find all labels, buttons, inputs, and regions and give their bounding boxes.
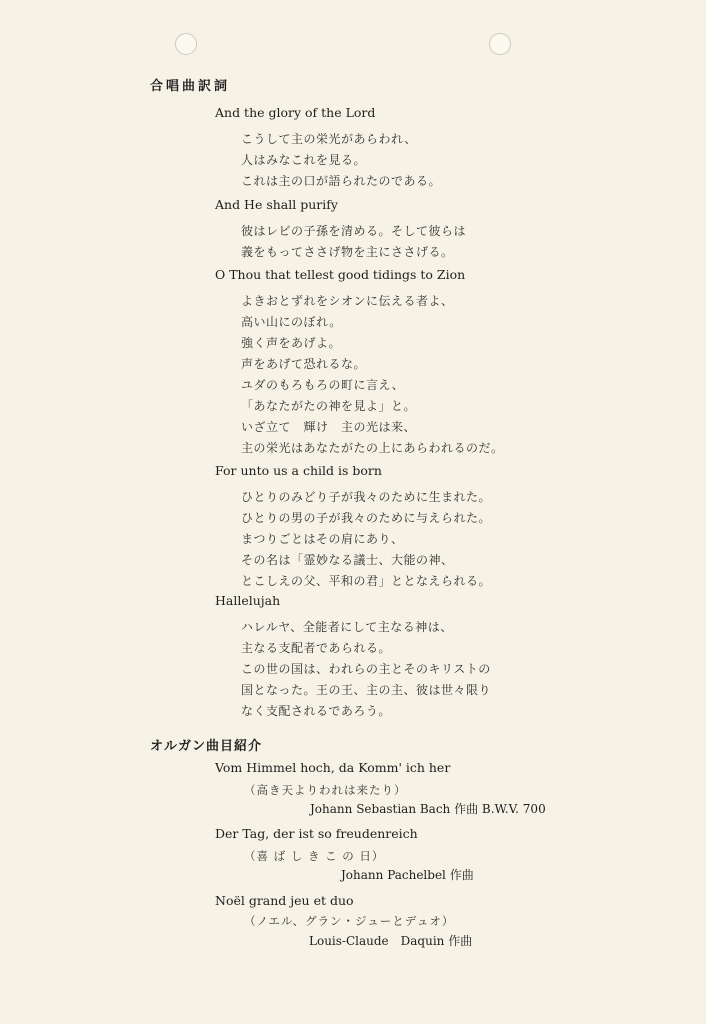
- lyric-line: これは主の口が語られたのである。: [241, 174, 442, 188]
- lyric-line: 「あなたがたの神を見よ」と。: [241, 399, 417, 413]
- organ-piece-composer: Johann Pachelbel 作曲: [341, 868, 474, 882]
- lyric-line: いざ立て 輝け 主の光は来、: [241, 420, 417, 434]
- song-title: For unto us a child is born: [215, 463, 382, 478]
- lyric-line: 人はみなこれを見る。: [241, 153, 367, 167]
- song-title: Hallelujah: [215, 593, 281, 608]
- punch-hole-left: [175, 33, 197, 55]
- organ-piece-subtitle: （高き天よりわれは来たり）: [244, 783, 407, 797]
- lyric-line: ひとりのみどり子が我々のために生まれた。: [241, 490, 492, 504]
- organ-piece-composer: Louis-Claude Daquin 作曲: [309, 934, 473, 948]
- lyric-line: 声をあげて恐れるな。: [241, 357, 367, 371]
- song-title: And He shall purify: [215, 197, 338, 212]
- organ-piece-title: Noël grand jeu et duo: [215, 893, 354, 908]
- lyric-line: 高い山にのぼれ。: [241, 315, 342, 329]
- lyric-line: とこしえの父、平和の君」ととなえられる。: [241, 574, 492, 588]
- organ-piece-composer: Johann Sebastian Bach 作曲 B.W.V. 700: [310, 802, 546, 816]
- lyric-line: 彼はレビの子孫を清める。そして彼らは: [241, 224, 467, 238]
- lyric-line: ハレルヤ、全能者にして主なる神は、: [241, 620, 453, 634]
- song-title: O Thou that tellest good tidings to Zion: [215, 267, 466, 282]
- lyric-line: 強く声をあげよ。: [241, 336, 342, 350]
- punch-hole-right: [489, 33, 511, 55]
- organ-piece-subtitle: （ノエル、グラン・ジューとデュオ）: [244, 914, 455, 928]
- lyric-line: こうして主の栄光があらわれ、: [241, 132, 417, 146]
- lyric-line: 主なる支配者であられる。: [241, 641, 392, 655]
- lyric-line: まつりごとはその肩にあり、: [241, 532, 404, 546]
- choir-section-heading: 合唱曲訳詞: [150, 79, 231, 94]
- lyric-line: よきおとずれをシオンに伝える者よ、: [241, 294, 454, 308]
- lyric-line: その名は「霊妙なる議士、大能の神、: [241, 553, 454, 567]
- lyric-line: ユダのもろもろの町に言え、: [241, 378, 405, 392]
- lyric-line: ひとりの男の子が我々のために与えられた。: [241, 511, 492, 525]
- song-title: And the glory of the Lord: [215, 105, 376, 120]
- lyric-line: 国となった。王の王、主の主、彼は世々限り: [241, 683, 492, 697]
- lyric-line: なく支配されるであろう。: [241, 704, 391, 718]
- organ-piece-title: Der Tag, der ist so freudenreich: [215, 826, 418, 841]
- organ-piece-title: Vom Himmel hoch, da Komm' ich her: [215, 760, 451, 775]
- lyric-line: 義をもってささげ物を主にささげる。: [241, 245, 454, 259]
- lyric-line: この世の国は、われらの主とそのキリストの: [241, 662, 491, 676]
- organ-section-heading: オルガン曲目紹介: [150, 739, 263, 754]
- organ-piece-subtitle: （喜 ば し き こ の 日）: [244, 849, 385, 863]
- lyric-line: 主の栄光はあなたがたの上にあらわれるのだ。: [241, 441, 504, 455]
